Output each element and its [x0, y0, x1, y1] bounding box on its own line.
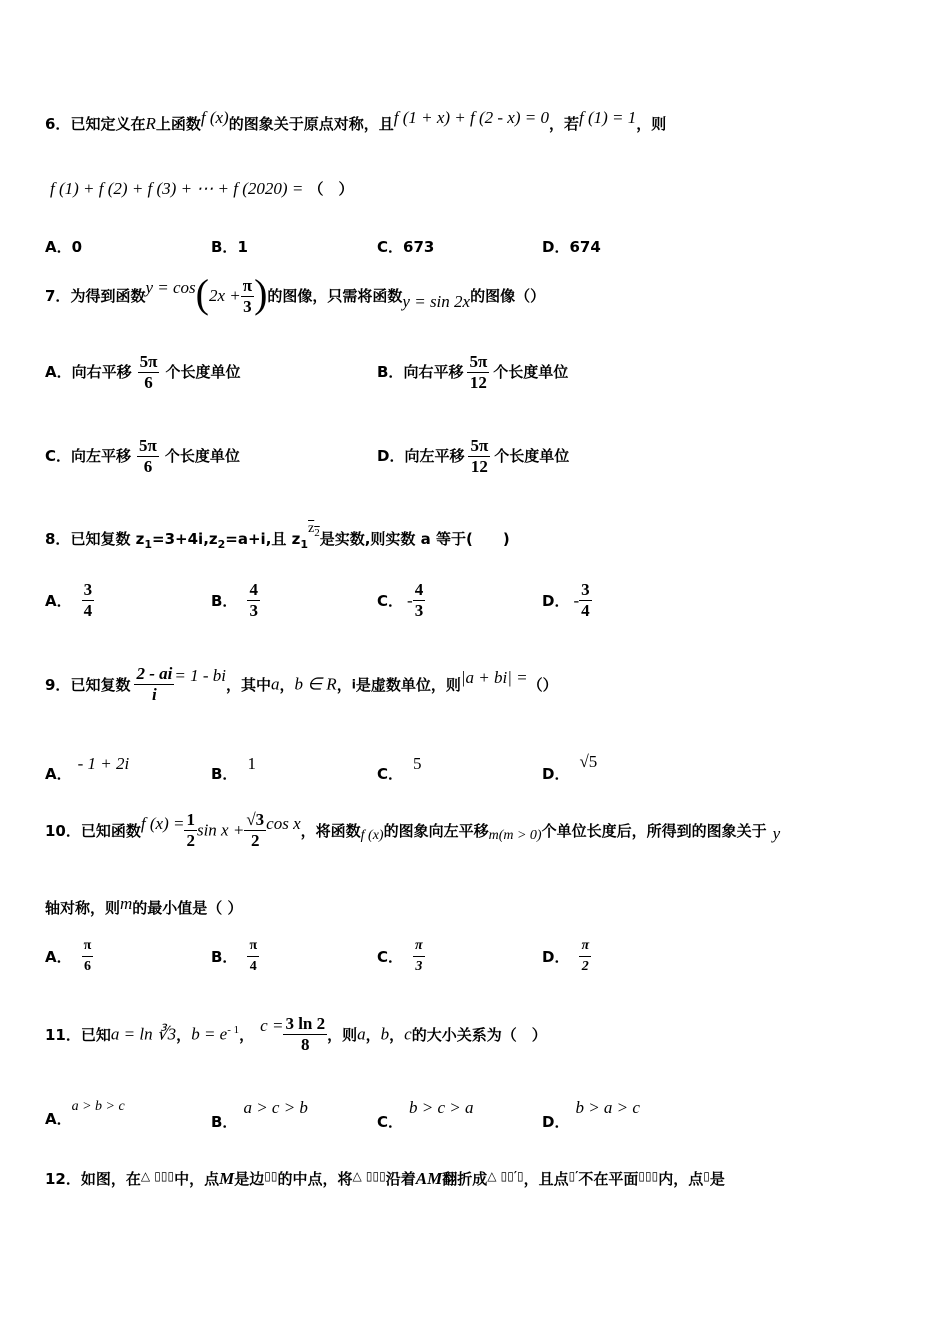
q11-option-d[interactable]: D．b > a > c [542, 1098, 640, 1131]
q6-stem: 6．已知定义在R上函数f (x)的图象关于原点对称，且f (1 + x) + f (2 - x) = 0，若f (1) = 1，则 [45, 108, 667, 133]
q12-number: 12． [45, 1170, 81, 1188]
q10-stem: 10．已知函数f (x) = $\frac{1}{2}$ sin x + $\frac{√3}{2}$ cos x，将函数f (x)的图象向左平移m(m > 0)个单位长度后，所得到的图象关于 y [45, 810, 781, 850]
q6-sum-formula: f (1) + f (2) + f (3) + ⋯ + f (2020) = [50, 179, 304, 198]
q8-stem: 8．已知复数 $z_1=3+4i,z_2=a+i$,且 $z_1z_2$是实数,则实数 a 等于( ) [45, 521, 510, 551]
q10-stem-line2: 轴对称，则m的最小值是（ ） [45, 894, 243, 917]
q10-option-d[interactable]: D． $\frac{\pi}{2}$ [542, 938, 590, 974]
q8-option-a[interactable]: A． $\frac{3}{4}$ [45, 580, 93, 620]
q10-number: 10． [45, 822, 81, 840]
q10-option-c[interactable]: C． $\frac{\pi}{3}$ [377, 938, 423, 974]
q8-number: 8． [45, 530, 71, 548]
q6-number: 6． [45, 115, 71, 133]
q7-option-a[interactable]: A．向右平移 $\frac{5\pi}{6}$ 个长度单位 [45, 352, 241, 392]
q7-option-c[interactable]: C．向左平移 $\frac{5\pi}{6}$ 个长度单位 [45, 436, 240, 476]
q6-option-c[interactable]: C．673 [377, 238, 435, 256]
q7-stem: 7．为得到函数y = cos(2x + $\frac{\pi}{3}$ )的图像，只需将函数y = sin 2x的图像（） [45, 271, 546, 316]
q7-option-d[interactable]: D．向左平移 $\frac{5\pi}{12}$ 个长度单位 [377, 436, 570, 476]
q11-stem: 11．已知a = ln ∛3，$b = e^{- 1}$， c = $\frac{3 \ln 2}{8}$ ，则a，b，c的大小关系为（ ） [45, 1014, 547, 1054]
q8-option-c[interactable]: C． - $\frac{4}{3}$ [377, 580, 424, 620]
q7-number: 7． [45, 287, 71, 305]
q11-option-a[interactable]: A．a > b > c [45, 1099, 125, 1128]
q11-number: 11． [45, 1026, 81, 1044]
q8-zbar: $z_2$ [308, 521, 320, 539]
q9-option-d[interactable]: D．√5 [542, 752, 598, 783]
q7-option-b[interactable]: B．向右平移 $\frac{5\pi}{12}$ 个长度单位 [377, 352, 569, 392]
q9-option-b[interactable]: B．1 [211, 754, 256, 783]
q12-stem: 12．如图，在△ ▯▯▯中，点M是边▯▯的中点，将△ ▯▯▯沿着AM翻折成△ ▯▯′▯，且点▯′不在平面▯▯▯内，点▯是 [45, 1169, 725, 1188]
q10-option-a[interactable]: A． $\frac{\pi}{6}$ [45, 938, 92, 974]
q11-option-b[interactable]: B．a > c > b [211, 1098, 308, 1131]
q9-number: 9． [45, 676, 71, 694]
q9-option-c[interactable]: C．5 [377, 754, 422, 783]
q9-option-a[interactable]: A．- 1 + 2i [45, 754, 130, 783]
q6-option-a[interactable]: A．0 [45, 238, 83, 256]
q8-option-b[interactable]: B． $\frac{4}{3}$ [211, 580, 258, 620]
q11-option-c[interactable]: C．b > c > a [377, 1098, 474, 1131]
q10-option-b[interactable]: B． $\frac{\pi}{4}$ [211, 938, 258, 974]
q8-option-d[interactable]: D． - $\frac{3}{4}$ [542, 580, 590, 620]
q9-stem: 9．已知复数 $\frac{2 - ai}{i}$ = 1 - bi，其中a，b ∈ R，i是虚数单位，则|a + bi| =（） [45, 664, 558, 704]
q6-option-d[interactable]: D．674 [542, 238, 601, 256]
q6-sum-line: f (1) + f (2) + f (3) + ⋯ + f (2020) = （ ） [50, 179, 354, 198]
q6-option-b[interactable]: B．1 [211, 238, 248, 256]
